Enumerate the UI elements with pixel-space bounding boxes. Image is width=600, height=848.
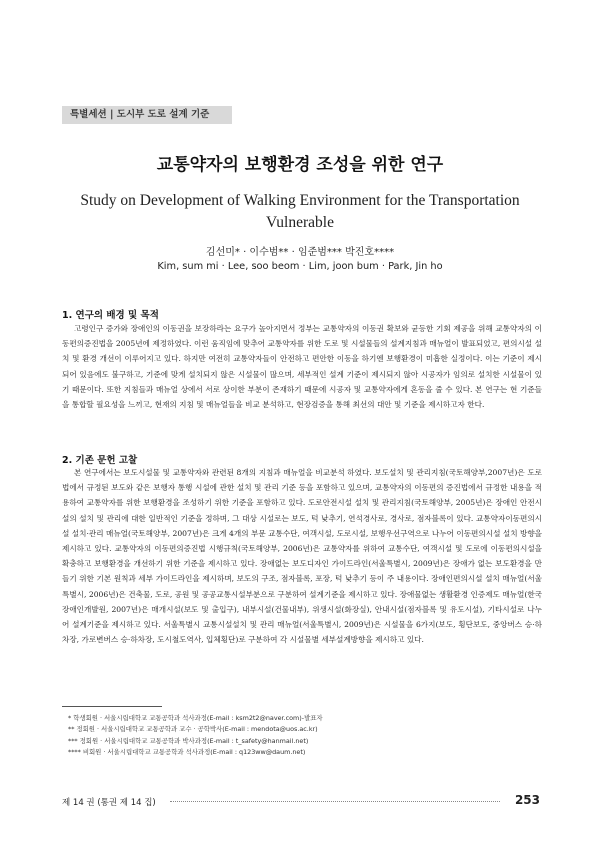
- footnote-3: *** 정회원 · 서울시립대학교 교통공학과 박사과정(E-mail : t_safety@hanmail.net): [68, 736, 309, 745]
- section-tag: 특별세션 | 도시부 도로 설계 기준: [62, 106, 232, 124]
- title-korean: 교통약자의 보행환경 조성을 위한 연구: [156, 155, 444, 175]
- footnote-2: ** 정회원 · 서울시립대학교 교통공학과 교수 · 공학박사(E-mail : mendota@uos.ac.kr): [68, 725, 318, 734]
- authors-english: Kim, sum mi · Lee, soo beom · Lim, joon bum · Park, Jin ho: [157, 261, 443, 272]
- footnotes: [68, 713, 538, 758]
- footnote-divider: [62, 706, 162, 707]
- section-heading-literature-review: 2. 기존 문헌 고찰: [62, 455, 138, 466]
- section-heading-background: 1. 연구의 배경 및 목적: [62, 310, 159, 321]
- footer-volume: 제 14 권 (통권 제 14 집): [62, 798, 156, 808]
- section-body-background: 고령인구 증가와 장애인의 이동권을 보장하라는 요구가 높아지면서 정부는 교통약자의 이동권 확보와 균등한 기회 제공을 위해 교통약자의 이동편의증진법을 2005년에 제정하였다. 이런 움직임에 맞추어 교통약자를 위한 도로 및 시설물들의 설계지침과 매뉴얼이 발표되었고, 편의시설 설치 및 환경 개선이 이루어지고 있다. 하지만 여전히 교통약자들이 안전하고 편안한 이동을 하기엔 보행환경이 미흡한 실정이다. 이는 기준이 제시되어 있음에도 불구하고, 기준에 맞게 설치되지 않은 시설물이 많으며, 세부적인 설계 기준이 제시되지 않아 시공자가 임의로 설치한 시설물이 있기 때문이다. 또한 지침들과 매뉴얼 상에서 서로 상이한 부분이 존재하기 때문에 시공자 및 교통약자에게 혼동을 줄 수 있다. 본 연구는 현 기준들을 통합할 필요성을 느끼고, 현재의 지침 및 매뉴얼들을 비교 분석하고, 현장검증을 통해 최선의 대안 및 기준을 제시하고자 한다.: [62, 324, 542, 410]
- footnote-4: **** 비회원 · 서울시립대학교 교통공학과 석사과정(E-mail : q123ww@daum.net): [68, 747, 306, 756]
- section-body-literature-review: 본 연구에서는 보도시설물 및 교통약자와 관련된 8개의 지침과 매뉴얼을 비교분석 하였다. 보도설치 및 관리지침(국토해양부,2007년)은 도로법에서 규정된 보도와 같은 보행자 통행 시설에 관한 설치 및 관리 기준 등을 포함하고 있으며, 교통약자의 이동편의 증진법에서 규정한 내용을 적용하여 교통약자를 위한 보행환경을 조성하기 위한 기준을 포함하고 있다. 도로안전시설 설치 및 관리지침(국토해양부, 2005년)은 장애인 안전시설의 설치 및 관리에 대한 일반적인 기준을 정하며, 그 대상 시설로는 보도, 턱 낮추기, 연석경사로, 경사로, 점자블록이 있다. 교통약자이동편의시설 설치·관리 매뉴얼(국토해양부, 2007년)은 크게 4개의 부문 교통수단, 여객시설, 도로시설, 보행우선구역으로 나누어 이동편의시설 설치 방향을 제시하고 있다. 교통약자의 이동편의증진법 시행규칙(국토해양부, 2006년)은 교통약자를 위하여 교통수단, 여객시설 및 도로에 이동편의시설을 확충하고 보행환경을 개선하기 위한 기준을 제시하고 있다. 장애없는 보도디자인 가이드라인(서울특별시, 2009년)은 장애가 없는 보도환경을 만들기 위한 기본 원칙과 세부 가이드라인을 제시하며, 보도의 구조, 점자블록, 포장, 턱 낮추기 등이 주 내용이다. 장애인편의시설 설치 매뉴얼(서울특별시, 2006년)은 건축물, 도로, 공원 및 공공교통시설부분으로 구분하여 설계기준을 제시하고 있다. 장애물없는 생활환경 인증제도 매뉴얼(한국장애인개발원, 2007년)은 매개시설(보도 및 출입구), 내부시설(건물내부), 위생시설(화장실), 안내시설(점자블록 및 유도시설), 기타시설로 나누어 설계기준을 제시하고 있다. 서울특별시 교통시설설치 및 관리 매뉴얼(서울특별시, 2009년)은 시설물을 6가지(보도, 횡단보도, 중앙버스 승·하차장, 가로변버스 승·하차장, 도시철도역사, 입체횡단)로 구분하여 각 시설물별 세부설계방향을 제시하고 있다.: [62, 468, 542, 645]
- page-footer: [62, 793, 540, 809]
- footnote-1: * 학생회원 · 서울시립대학교 교통공학과 석사과정(E-mail : ksm2t2@naver.com)-발표자: [68, 714, 323, 722]
- footer-dotted-line: [170, 801, 500, 802]
- authors-korean: 김선미* · 이수범** · 임준범*** 박진호****: [205, 247, 395, 258]
- title-english: Study on Development of Walking Environment for the Transportation Vulnerable: [80, 192, 520, 231]
- page-number: 253: [514, 793, 540, 807]
